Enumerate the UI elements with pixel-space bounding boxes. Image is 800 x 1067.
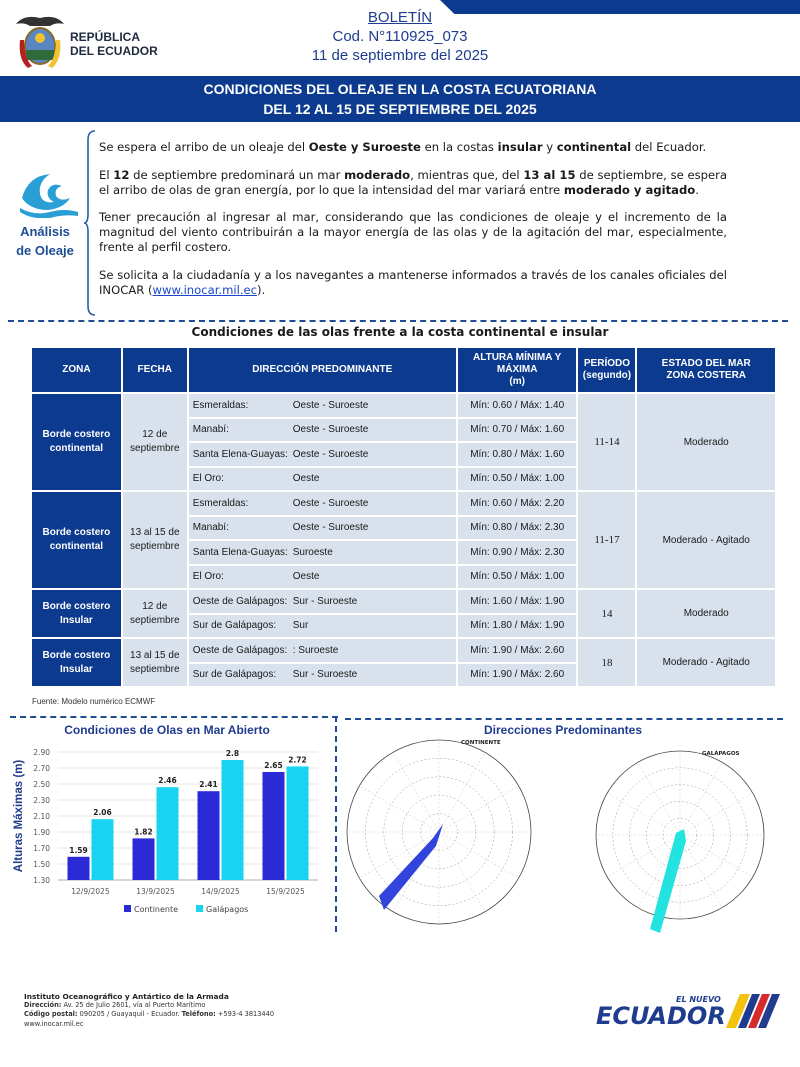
- direction-value: Suroeste: [292, 546, 333, 558]
- rose-spoke: [439, 786, 519, 832]
- location-label: El Oro:: [192, 473, 224, 485]
- height-cell: Mín: 0.60 / Máx: 1.40: [457, 393, 578, 418]
- location-label: El Oro:: [192, 571, 224, 583]
- col-periodo: PERÍODO (segundo): [577, 347, 636, 393]
- bar-value-label: 2.41: [199, 780, 218, 790]
- analysis-paragraph-4: Se solicita a la ciudadanía y a los navegantes a mantenerse informados a través de los canales oficiales del INOCAR (www.inocar.mil.ec).: [99, 267, 727, 297]
- conditions-table: [30, 346, 777, 688]
- wave-height-bar-chart: [0, 720, 335, 925]
- table-title: Condiciones de las olas frente a la costa continental e insular: [191, 325, 609, 339]
- banner-line-2: DEL 12 AL 15 DE SEPTIEMBRE DEL 2025: [263, 101, 537, 117]
- direction-value: Oeste: [292, 473, 320, 485]
- table-row: [31, 393, 776, 418]
- bulletin-label: BOLETÍN: [367, 9, 433, 26]
- rose-petal: [379, 824, 443, 910]
- rose-spoke: [439, 752, 485, 832]
- el-nuevo-ecuador-logo: [590, 990, 790, 1032]
- zone-cell: Borde costero Insular: [31, 638, 122, 687]
- chart-divider-left: [10, 716, 338, 718]
- footer-institution: Instituto Oceanográfico y Antártico de la Armada: [24, 992, 229, 1001]
- bar-value-label: 2.65: [264, 761, 283, 770]
- period-cell: 14: [577, 589, 636, 638]
- wave-icon: [18, 168, 80, 218]
- y-tick-label: 2.50: [33, 780, 50, 789]
- y-tick-label: 1.30: [33, 876, 50, 885]
- location-label: Manabí:: [192, 424, 229, 436]
- chart-divider-vertical: [335, 716, 337, 932]
- direction-rose-charts: [340, 720, 800, 945]
- x-tick-label: 13/9/2025: [136, 887, 175, 896]
- period-cell: 11-14: [577, 393, 636, 491]
- bar-value-label: 1.82: [134, 827, 153, 837]
- republic-line-1: REPÚBLICA: [70, 30, 141, 44]
- table-source: Fuente: Modelo numérico ECMWF: [32, 697, 156, 706]
- legend-label: Galápagos: [206, 905, 249, 914]
- direction-cell: [188, 393, 457, 418]
- location-label: Sur de Galápagos:: [192, 620, 277, 632]
- table-row: [31, 638, 776, 663]
- direction-cell: [188, 516, 457, 541]
- x-tick-label: 12/9/2025: [71, 887, 110, 896]
- direction-value: Oeste - Suroeste: [292, 522, 369, 534]
- inocar-link[interactable]: www.inocar.mil.ec: [152, 282, 258, 297]
- sea-state-cell: Moderado - Agitado: [636, 491, 776, 589]
- bulletin-date: 11 de septiembre del 2025: [311, 47, 489, 64]
- direction-cell: [188, 565, 457, 590]
- sea-state-cell: Moderado - Agitado: [636, 638, 776, 687]
- bar-continente: [263, 772, 285, 880]
- title-banner: [0, 76, 800, 122]
- direction-value: Oeste - Suroeste: [292, 497, 369, 509]
- footer-postal: Código postal: 090205 / Guayaquil - Ecuador. Teléfono: +593-4 3813440: [24, 1010, 275, 1019]
- analysis-label-line-1: Análisis: [20, 224, 70, 239]
- rose-spoke: [638, 762, 680, 835]
- rose-spoke: [439, 832, 519, 878]
- legend-label: Continente: [134, 905, 179, 914]
- republic-label: [70, 30, 158, 58]
- direction-cell: [188, 467, 457, 492]
- x-tick-label: 14/9/2025: [201, 887, 240, 896]
- col-zona: ZONA: [31, 347, 122, 393]
- y-tick-label: 1.70: [33, 844, 50, 853]
- direction-cell: [188, 638, 457, 663]
- header: [0, 0, 800, 82]
- direction-value: Oeste - Suroeste: [292, 424, 369, 436]
- bulletin-code: Cod. N°110925_073: [332, 28, 468, 45]
- rose-spoke: [680, 835, 722, 908]
- direction-value: Sur - Suroeste: [292, 595, 358, 607]
- rose-spoke: [680, 835, 753, 877]
- direction-value: Oeste - Suroeste: [292, 399, 369, 411]
- height-cell: Mín: 1.60 / Máx: 1.90: [457, 589, 578, 614]
- rose-spoke: [680, 793, 753, 835]
- height-cell: Mín: 0.50 / Máx: 1.00: [457, 565, 578, 590]
- date-cell: 13 al 15 de septiembre: [122, 638, 188, 687]
- coat-of-arms-logo: [14, 10, 66, 72]
- zone-cell: Borde costero continental: [31, 491, 122, 589]
- legend-swatch-galapagos: [196, 905, 203, 912]
- sea-state-cell: Moderado: [636, 393, 776, 491]
- location-label: Oeste de Galápagos:: [192, 644, 288, 656]
- footer-website[interactable]: www.inocar.mil.ec: [24, 1019, 84, 1028]
- bar-galapagos: [222, 760, 244, 880]
- rose-spoke: [439, 832, 485, 912]
- y-tick-label: 1.50: [33, 860, 50, 869]
- bar-value-label: 2.8: [225, 749, 240, 758]
- x-tick-label: 15/9/2025: [266, 887, 305, 896]
- rose-panel-label: CONTINENTE: [461, 740, 501, 746]
- y-tick-label: 2.30: [33, 796, 50, 805]
- location-label: Oeste de Galápagos:: [192, 595, 288, 607]
- date-cell: 13 al 15 de septiembre: [122, 491, 188, 589]
- table-header-row: [31, 347, 776, 393]
- height-cell: Mín: 0.90 / Máx: 2.30: [457, 540, 578, 565]
- bar-value-label: 2.46: [158, 776, 177, 786]
- location-label: Manabí:: [192, 522, 229, 534]
- period-cell: 11-17: [577, 491, 636, 589]
- direction-value: Sur - Suroeste: [292, 669, 358, 681]
- rose-spoke: [393, 752, 439, 832]
- bar-continente: [198, 791, 220, 880]
- footer-info: [24, 992, 274, 1029]
- brand-big-text: ECUADOR: [596, 1002, 726, 1030]
- table-row: [31, 589, 776, 614]
- direction-value: Oeste: [292, 571, 320, 583]
- col-altura: ALTURA MÍNIMA Y MÁXIMA (m): [457, 347, 578, 393]
- y-axis-label: Alturas Máximas (m): [13, 759, 25, 873]
- bar-chart-title: Condiciones de Olas en Mar Abierto: [64, 723, 270, 737]
- direction-cell: [188, 663, 457, 688]
- location-label: Esmeraldas:: [192, 399, 249, 411]
- y-tick-label: 1.90: [33, 828, 50, 837]
- y-tick-label: 2.90: [33, 748, 50, 757]
- col-estado: ESTADO DEL MAR ZONA COSTERA: [636, 347, 776, 393]
- direction-value: Sur: [292, 620, 309, 632]
- height-cell: Mín: 0.70 / Máx: 1.60: [457, 418, 578, 443]
- date-cell: 12 de septiembre: [122, 589, 188, 638]
- location-label: Santa Elena-Guayas:: [192, 448, 288, 460]
- height-cell: Mín: 0.60 / Máx: 2.20: [457, 491, 578, 516]
- bar-galapagos: [287, 766, 309, 880]
- table-row: [31, 491, 776, 516]
- analysis-paragraph-3: Tener precaución al ingresar al mar, considerando que las condiciones de oleaje y el incremento de la magnitud del viento contribuirán a la mayor energía de las olas y de la agitación del mar, especialmente, frente al perfil costero.: [99, 210, 727, 254]
- analysis-label-line-2: de Oleaje: [16, 243, 74, 258]
- bar-galapagos: [92, 819, 114, 880]
- height-cell: Mín: 0.80 / Máx: 1.60: [457, 442, 578, 467]
- direction-cell: [188, 491, 457, 516]
- y-tick-label: 2.70: [33, 764, 50, 773]
- analysis-section: [0, 130, 800, 320]
- location-label: Sur de Galápagos:: [192, 669, 277, 681]
- location-label: Esmeraldas:: [192, 497, 249, 509]
- bar-value-label: 1.59: [69, 845, 88, 855]
- rose-spoke: [359, 786, 439, 832]
- analysis-text: [99, 140, 727, 310]
- brand-small-text: EL NUEVO: [676, 995, 721, 1004]
- bulletin-info: [260, 8, 540, 65]
- direction-cell: [188, 589, 457, 614]
- direction-cell: [188, 418, 457, 443]
- height-cell: Mín: 1.80 / Máx: 1.90: [457, 614, 578, 639]
- bar-continente: [133, 838, 155, 880]
- footer-address: Dirección: Av. 25 de Julio 2601, vía al Puerto Marítimo: [24, 1001, 206, 1010]
- height-cell: Mín: 0.50 / Máx: 1.00: [457, 467, 578, 492]
- col-fecha: FECHA: [122, 347, 188, 393]
- banner-line-1: CONDICIONES DEL OLEAJE EN LA COSTA ECUATORIANA: [203, 81, 597, 97]
- rose-spoke: [607, 793, 680, 835]
- zone-cell: Borde costero Insular: [31, 589, 122, 638]
- col-direccion: DIRECCIÓN PREDOMINANTE: [188, 347, 457, 393]
- sea-state-cell: Moderado: [636, 589, 776, 638]
- republic-line-2: DEL ECUADOR: [70, 44, 158, 58]
- direction-value: : Suroeste: [292, 644, 339, 656]
- bar-continente: [68, 857, 90, 880]
- bar-galapagos: [157, 787, 179, 880]
- direction-cell: [188, 540, 457, 565]
- date-cell: 12 de septiembre: [122, 393, 188, 491]
- height-cell: Mín: 1.90 / Máx: 2.60: [457, 638, 578, 663]
- direction-value: Oeste - Suroeste: [292, 448, 369, 460]
- rose-charts-title: Direcciones Predominantes: [483, 723, 643, 737]
- legend-swatch-continente: [124, 905, 131, 912]
- location-label: Santa Elena-Guayas:: [192, 546, 288, 558]
- direction-cell: [188, 614, 457, 639]
- height-cell: Mín: 1.90 / Máx: 2.60: [457, 663, 578, 688]
- analysis-paragraph-1: Se espera el arribo de un oleaje del Oeste y Suroeste en la costas insular y continental del Ecuador.: [99, 140, 707, 154]
- height-cell: Mín: 0.80 / Máx: 2.30: [457, 516, 578, 541]
- brace-divider: [84, 130, 96, 316]
- section-divider: [8, 320, 788, 322]
- period-cell: 18: [577, 638, 636, 687]
- analysis-label: [10, 222, 80, 260]
- zone-cell: Borde costero continental: [31, 393, 122, 491]
- analysis-paragraph-2: El 12 de septiembre predominará un mar moderado, mientras que, del 13 al 15 de septiembre, se espera el arribo de olas de gran energía, por lo que la intensidad del mar variará entre moderado y agitado.: [99, 167, 728, 197]
- direction-cell: [188, 442, 457, 467]
- y-tick-label: 2.10: [33, 812, 50, 821]
- rose-spoke: [680, 762, 722, 835]
- bar-value-label: 2.06: [93, 808, 112, 818]
- rose-panel-label: GALÁPAGOS: [702, 751, 740, 757]
- bar-value-label: 2.72: [288, 755, 307, 765]
- rose-petal: [650, 829, 686, 933]
